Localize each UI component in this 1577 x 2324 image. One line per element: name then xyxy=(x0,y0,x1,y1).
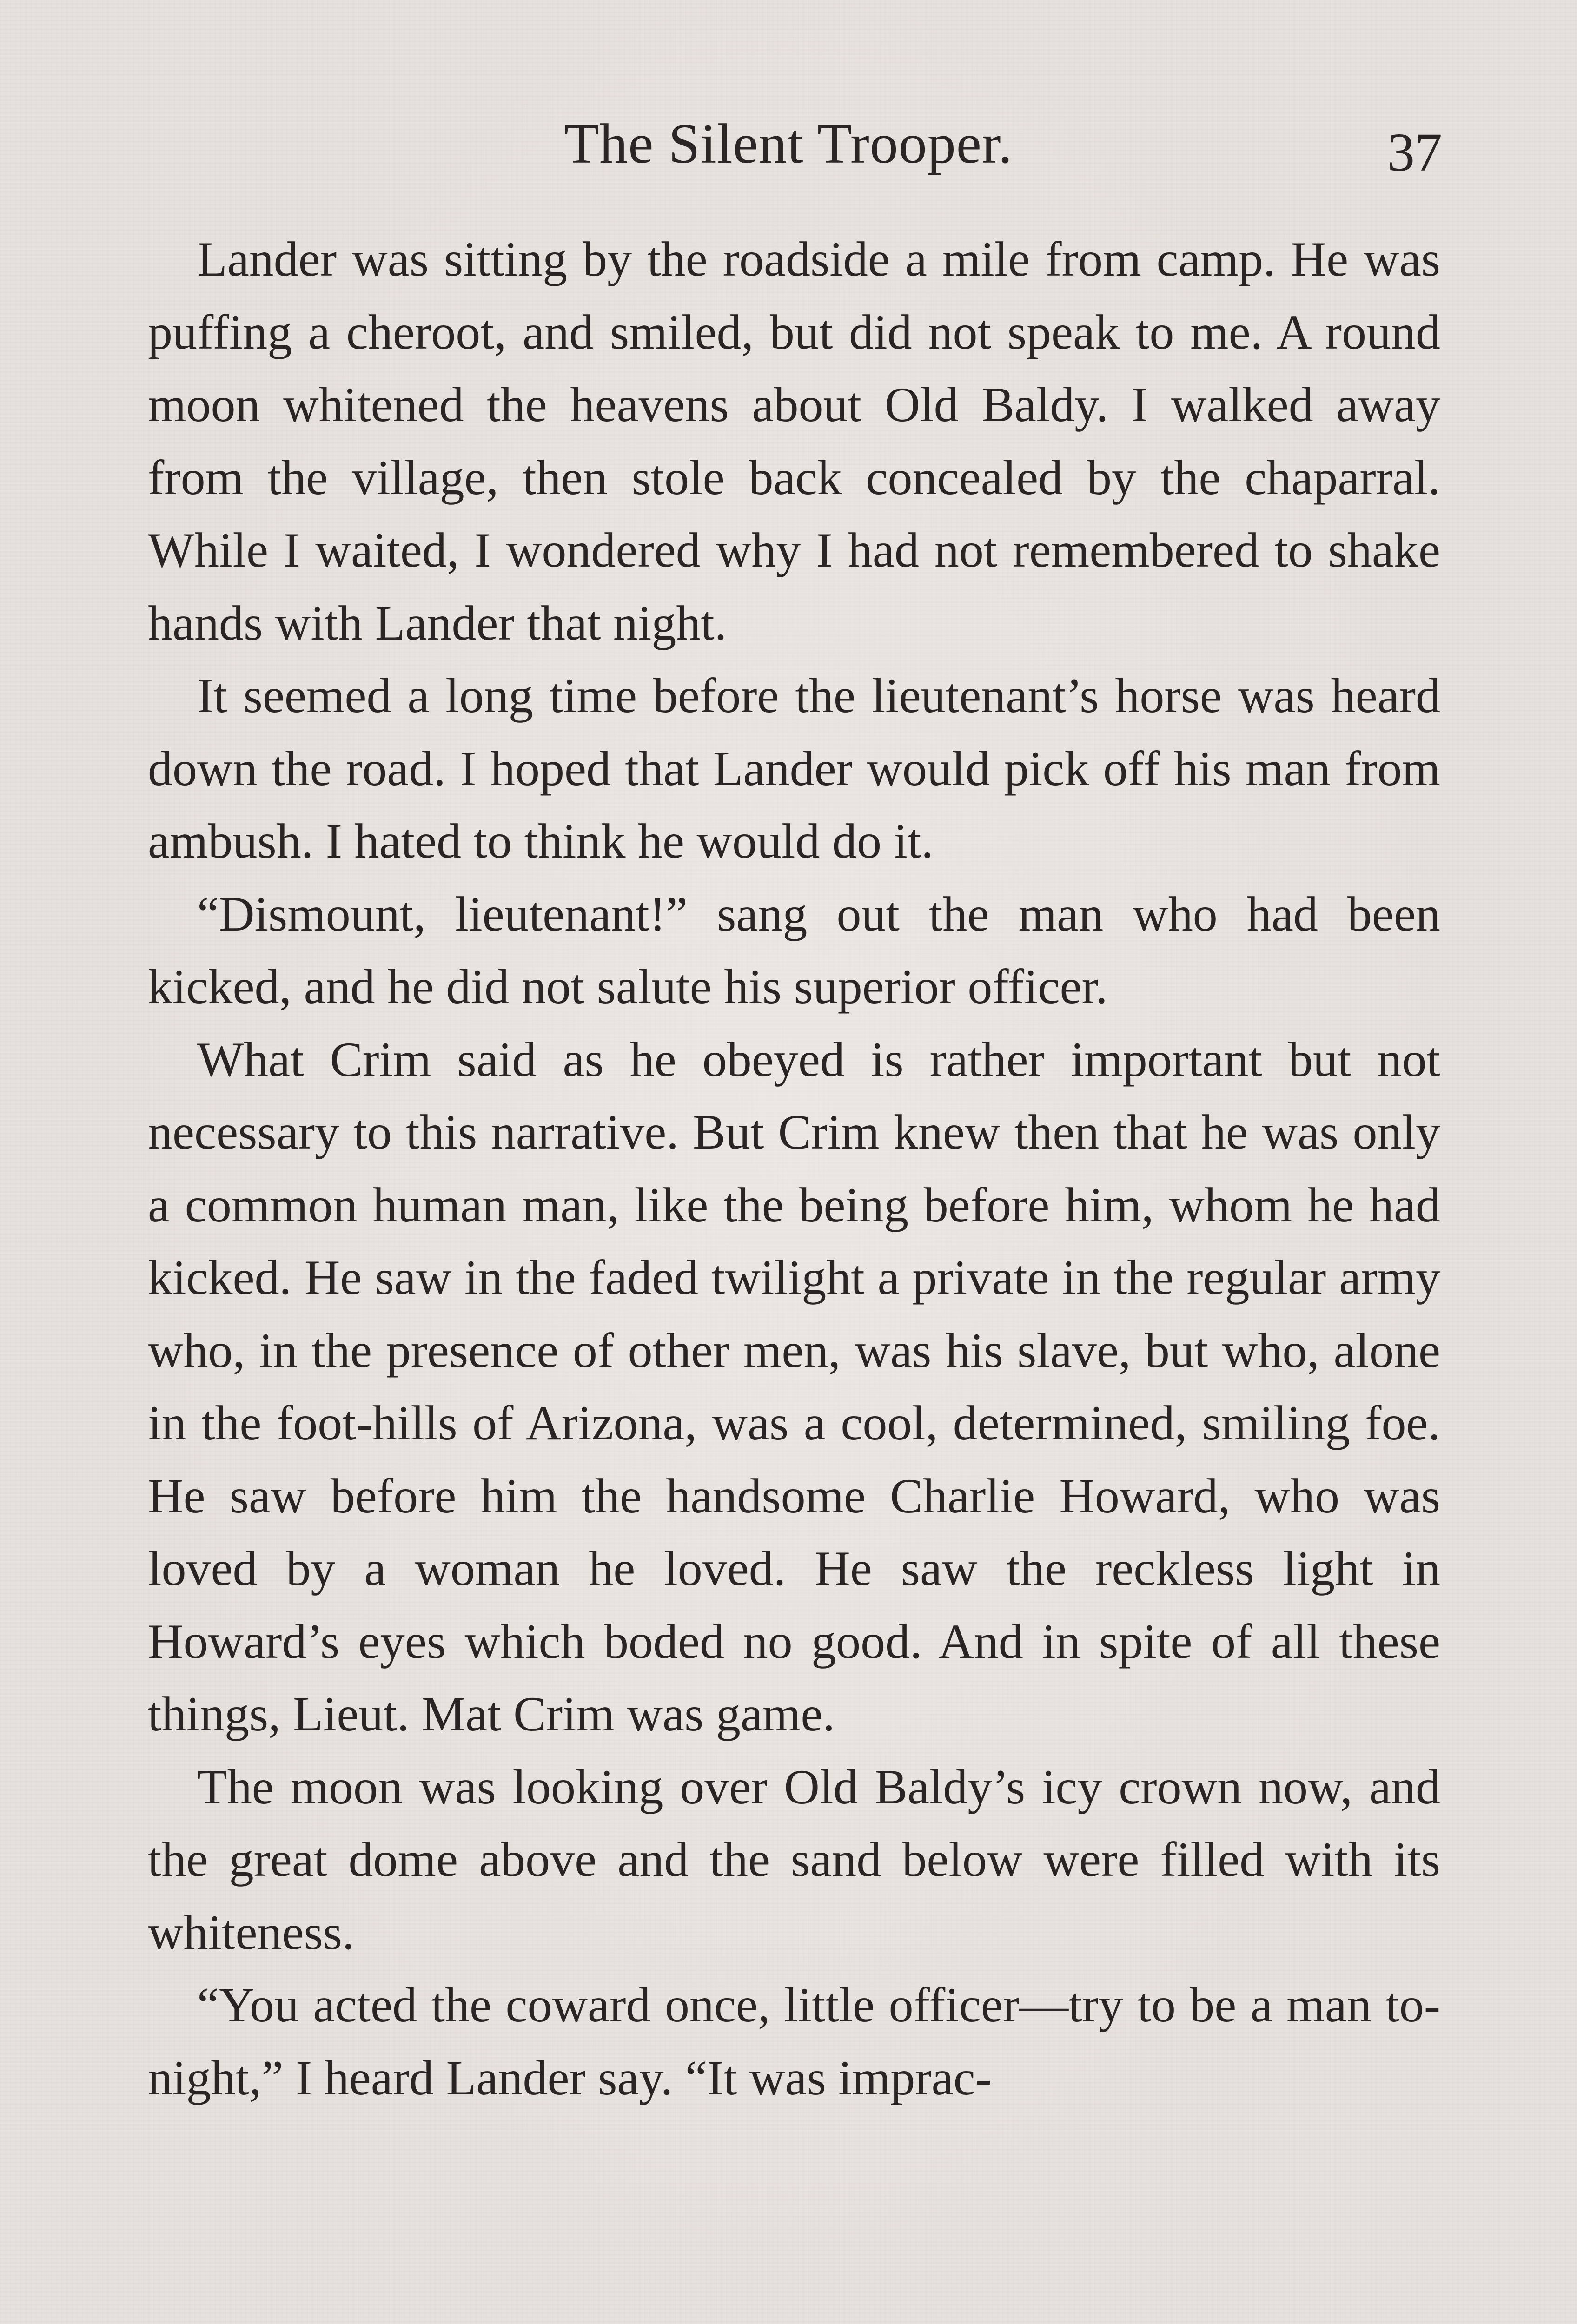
page-header xyxy=(0,112,1577,186)
body-text xyxy=(148,223,1440,2114)
paragraph: The moon was looking over Old Baldy’s icy crown now, and the great dome above and the sand below were filled with its whiteness. xyxy=(148,1759,1440,1960)
paragraph: “Dismount, lieutenant!” sang out the man who had been kicked, and he did not salute his superior officer. xyxy=(148,886,1440,1014)
paragraph: It seemed a long time before the lieutenant’s horse was heard down the road. I hoped that Lander would pick off his man from ambush. I hated to think he would do it. xyxy=(148,668,1440,868)
paragraph: “You acted the coward once, little officer—try to be a man to-night,” I heard Lander say. “It was imprac- xyxy=(148,1978,1440,2105)
running-title: The Silent Trooper. xyxy=(564,112,1013,175)
page-number: 37 xyxy=(1387,122,1442,183)
paragraph: What Crim said as he obeyed is rather important but not necessary to this narrative. But Crim knew then that he was only a common human man, like the being before him, whom he had kicked. He saw in the faded twilight a private in the regular army who, in the presence of other men, was his slave, but who, alone in the foot-hills of Arizona, was a cool, determined, smiling foe. He saw before him the handsome Charlie Howard, who was loved by a woman he loved. He saw the reckless light in Howard’s eyes which boded no good. And in spite of all these things, Lieut. Mat Crim was game. xyxy=(148,1032,1440,1741)
paragraph: Lander was sitting by the roadside a mile from camp. He was puffing a cheroot, and smiled, but did not speak to me. A round moon whitened the heavens about Old Baldy. I walked away from the village, then stole back concealed by the chaparral. While I waited, I wondered why I had not remembered to shake hands with Lander that night. xyxy=(148,232,1440,650)
